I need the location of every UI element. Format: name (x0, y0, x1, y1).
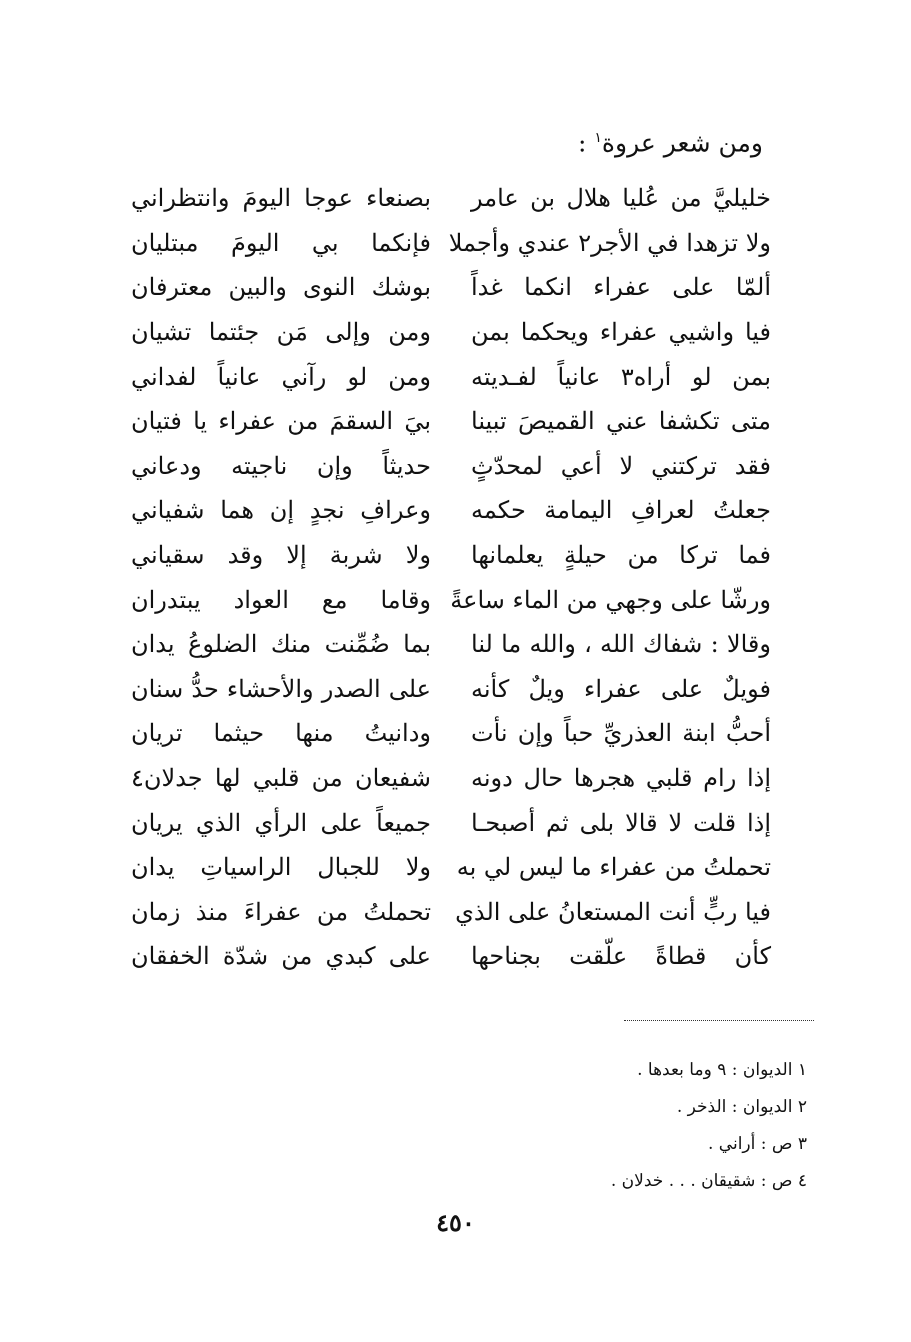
verse (131, 444, 771, 489)
page-number: ٤٥٠ (436, 1208, 475, 1237)
verse-first-hemistich: فيا واشيي عفراء ويحكما بمن (471, 318, 771, 347)
verse-second-hemistich: ودانيتُ منها حيثما تريان (131, 719, 431, 748)
verse (131, 711, 771, 756)
footnote: ٢ الديوان : الذخر . (676, 1097, 807, 1117)
footnote: ١ الديوان : ٩ وما بعدها . (637, 1060, 807, 1080)
verse-second-hemistich: ولا للجبال الراسياتِ يدان (131, 853, 431, 882)
verse-second-hemistich: جميعاً على الرأي الذي يريان (131, 808, 431, 837)
verse (131, 399, 771, 444)
verse (131, 934, 771, 979)
verse (131, 845, 771, 890)
verse (131, 488, 771, 533)
verse-first-hemistich: بمن لو أراه٣ عانياً لفـديته (471, 362, 771, 391)
footnote: ٤ ص : شقيقان . . . خدلان . (610, 1171, 807, 1191)
verse-second-hemistich: وعرافِ نجدٍ إن هما شفياني (131, 496, 431, 525)
verse (131, 577, 771, 622)
verse (131, 310, 771, 355)
verse-first-hemistich: ولا تزهدا في الأجر٢ عندي وأجملا (448, 228, 771, 257)
verse-second-hemistich: بوشك النوى والبين معترفان (131, 273, 431, 302)
verse-second-hemistich: بصنعاء عوجا اليومَ وانتظراني (131, 184, 431, 213)
verse-first-hemistich: وقالا : شفاك الله ، والله ما لنا (471, 630, 771, 659)
verse-second-hemistich: شفيعان من قلبي لها جدلان٤ (131, 764, 431, 793)
verse-first-hemistich: خليليَّ من عُليا هلال بن عامر (471, 184, 771, 213)
verse-second-hemistich: حديثاً وإن ناجيته ودعاني (131, 451, 431, 480)
verse-second-hemistich: تحملتُ من عفراءَ منذ زمان (131, 897, 431, 926)
verse-second-hemistich: فإنكما بي اليومَ مبتليان (131, 228, 431, 257)
verse-first-hemistich: أحبُّ ابنة العذريِّ حباً وإن نأت (471, 719, 771, 748)
verse-first-hemistich: إذا رام قلبي هجرها حال دونه (471, 764, 771, 793)
verse-first-hemistich: متى تكشفا عني القميصَ تبينا (471, 407, 771, 436)
verse-second-hemistich: على كبدي من شدّة الخفقان (131, 942, 431, 971)
verse-second-hemistich: بما ضُمِّنت منك الضلوعُ يدان (131, 630, 431, 659)
verse (131, 533, 771, 578)
verse-first-hemistich: فويلٌ على عفراء ويلٌ كأنه (471, 674, 771, 703)
verse (131, 800, 771, 845)
verse-first-hemistich: إذا قلت لا قالا بلى ثم أصبحـا (471, 808, 771, 837)
intro-colon: : (578, 128, 587, 158)
verse-first-hemistich: ألمّا على عفراء انكما غداً (471, 273, 771, 302)
footnote: ٣ ص : أراني . (708, 1134, 807, 1154)
verse (131, 622, 771, 667)
verse (131, 176, 771, 221)
footnote-divider (624, 1020, 814, 1021)
verse-first-hemistich: تحملتُ من عفراء ما ليس لي به (456, 853, 771, 882)
verse (131, 265, 771, 310)
verse-second-hemistich: ومن لو رآني عانياً لفداني (131, 362, 431, 391)
verse (131, 890, 771, 935)
verse-first-hemistich: ورشّا على وجهي من الماء ساعةً (450, 585, 771, 614)
verse (131, 756, 771, 801)
intro-text: ومن شعر عروة (601, 128, 763, 158)
verse-second-hemistich: ولا شربة إلا وقد سقياني (131, 541, 431, 570)
verse-first-hemistich: فقد تركتني لا أعي لمحدّثٍ (471, 451, 771, 480)
verse-second-hemistich: وقاما مع العواد يبتدران (131, 585, 431, 614)
verse (131, 667, 771, 712)
verse (131, 221, 771, 266)
verse (131, 354, 771, 399)
verse-second-hemistich: بيَ السقمَ من عفراء يا فتيان (131, 407, 431, 436)
footnote-marker: ١ (594, 130, 602, 146)
verse-second-hemistich: على الصدر والأحشاء حدُّ سنان (131, 674, 431, 703)
poem (131, 176, 771, 979)
verse-first-hemistich: فما تركا من حيلةٍ يعلمانها (471, 541, 771, 570)
verse-first-hemistich: جعلتُ لعرافِ اليمامة حكمه (471, 496, 771, 525)
verse-first-hemistich: فيا ربٍّ أنت المستعانُ على الذي (455, 897, 771, 926)
section-intro (578, 120, 763, 161)
footnotes (611, 1052, 807, 1200)
verse-second-hemistich: ومن وإلى مَن جئتما تشيان (131, 318, 431, 347)
verse-first-hemistich: كأن قطاةً علّقت بجناحها (471, 942, 771, 971)
